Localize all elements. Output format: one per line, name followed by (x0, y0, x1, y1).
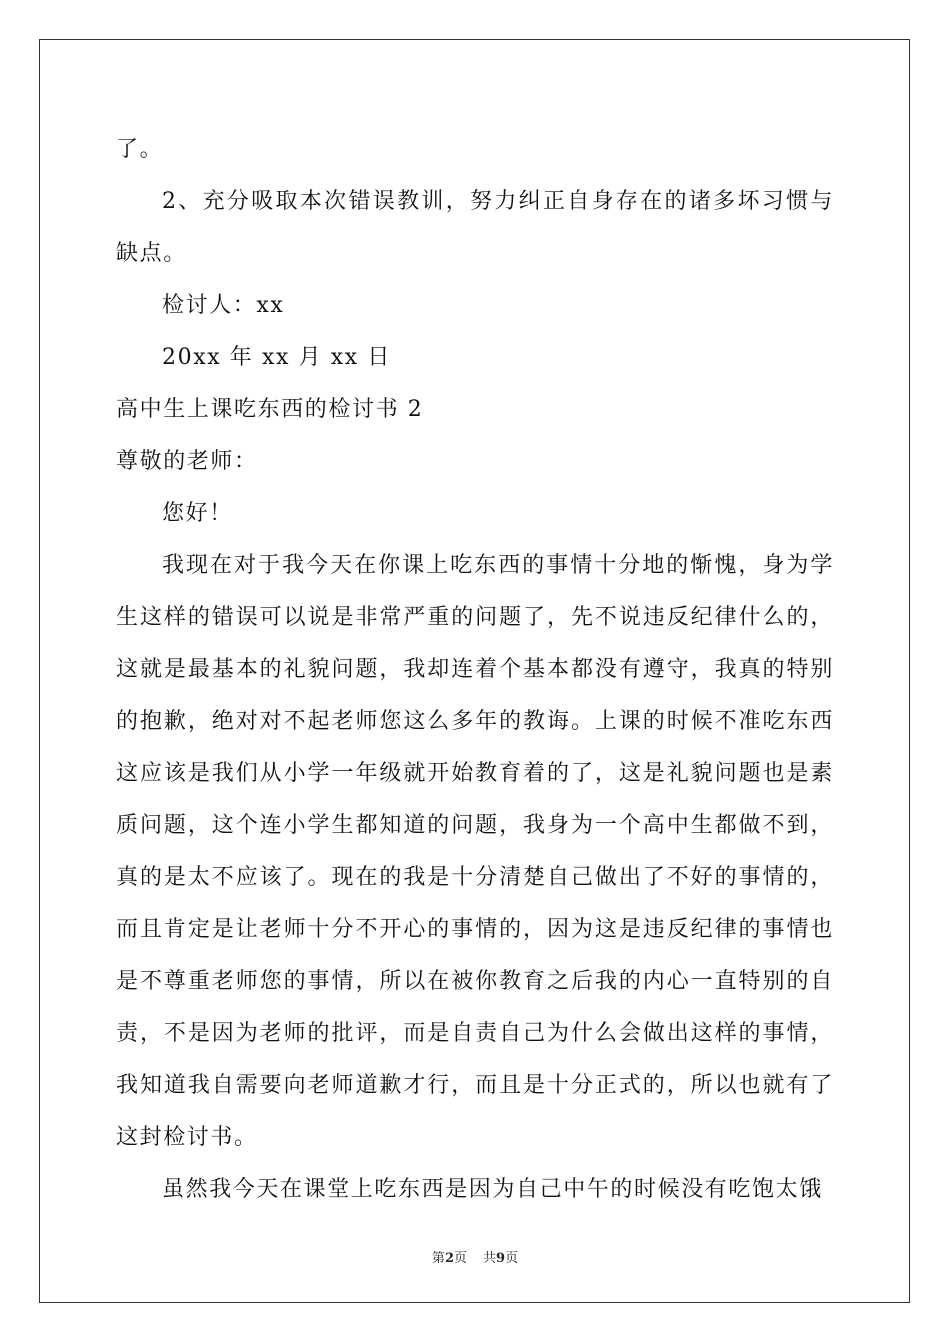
section-title: 高中生上课吃东西的检讨书 2 (116, 397, 424, 422)
page-suffix: 页 (453, 1251, 467, 1266)
greeting: 您好！ (162, 501, 233, 526)
page-prefix: 第 (431, 1251, 445, 1266)
signature-line: 检讨人：xx (162, 293, 285, 318)
total-prefix: 共 (483, 1251, 497, 1266)
paragraph-main: 我现在对于我今天在你课上吃东西的事情十分地的惭愧，身为学生这样的错误可以说是非常严重的问题了，先不说违反纪律什么的，这就是最基本的礼貌问题，我却连着个基本都没有遵守，我真的特别的抱歉，绝对对不起老师您这么多年的教诲。上课的时候不准吃东西这应该是我们从小学一年级就开始教育着的了，这是礼貌问题也是素质问题，这个连小学生都知道的问题，我身为一个高中生都做不到，真的是太不应该了。现在的我是十分清楚自己做出了不好的事情的，而且肯定是让老师十分不开心的事情的，因为这是违反纪律的事情也是不尊重老师您的事情，所以在被你教育之后我的内心一直特别的自责，不是因为老师的批评，而是自责自己为什么会做出这样的事情，我知道我自需要向老师道歉才行，而且是十分正式的，所以也就有了这封检讨书。 (116, 553, 834, 1150)
document-body (116, 124, 834, 1216)
paragraph-continuation: 了。 (116, 137, 164, 162)
paragraph-point-2: 2、充分吸取本次错误教训，努力纠正自身存在的诸多坏习惯与缺点。 (116, 189, 834, 266)
page-number: 2 (444, 1251, 454, 1266)
total-pages: 9 (496, 1251, 506, 1266)
date-line: 20xx 年 xx 月 xx 日 (162, 345, 392, 370)
total-suffix: 页 (505, 1251, 519, 1266)
paragraph-last: 虽然我今天在课堂上吃东西是因为自己中午的时候没有吃饱太饿 (162, 1177, 823, 1202)
page-footer (0, 1247, 950, 1266)
salutation: 尊敬的老师： (116, 449, 258, 474)
